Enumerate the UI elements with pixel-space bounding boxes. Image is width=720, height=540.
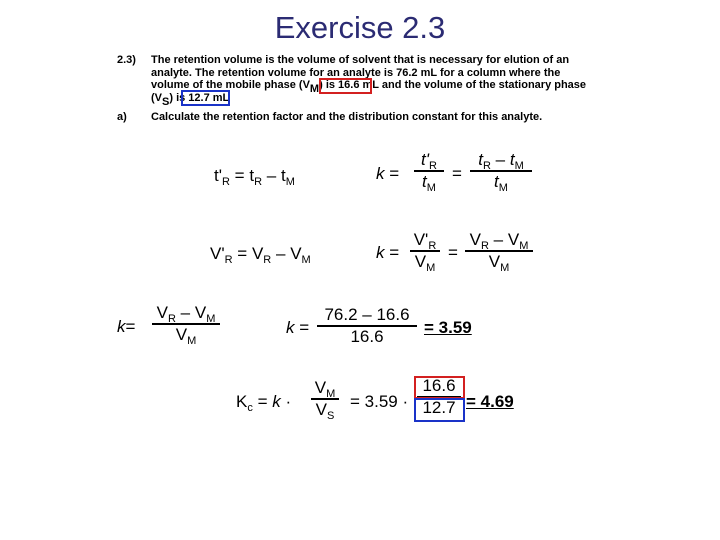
k-volume-eq-sign: = — [448, 243, 458, 262]
part-text: Calculate the retention factor and the distribution constant for this analyte. — [151, 111, 543, 123]
page-title: Exercise 2.3 — [274, 10, 446, 45]
kc-lhs: $K_c = k$ · — [236, 392, 292, 414]
k-volume-frac-2: $V_R - V_M$ $V_M$ — [465, 230, 533, 272]
part-label: a) — [117, 111, 127, 123]
vm-highlight-box — [319, 78, 372, 94]
problem-line-2: analyte. The retention volume for an analyte is 76.2 mL for a column where the — [151, 66, 561, 79]
k-volume-lhs: k = — [376, 243, 400, 262]
problem-number: 2.3) — [117, 54, 136, 66]
k-calc-lhs: k = — [286, 318, 310, 337]
k-formula-frac: $V_R - V_M$ $V_M$ — [152, 303, 220, 345]
k-time-eq-sign: = — [452, 164, 462, 183]
problem-line-4: $(V_S)$ is 12.7 mL — [151, 91, 230, 108]
k-volume-frac-1: $V'_R$ $V_M$ — [410, 230, 440, 272]
kc-volume-frac: $V_M$ $V_S$ — [311, 378, 339, 420]
vm-value-box — [414, 376, 465, 399]
vs-highlight-box — [181, 90, 230, 106]
vs-value: 12.7 mL — [188, 91, 230, 104]
k-calc-frac: 76.2 – 16.6 16.6 — [317, 305, 417, 347]
kc-result: = 4.69 — [466, 392, 514, 411]
kc-mid: = 3.59 · — [350, 392, 409, 411]
adjusted-retention-time-eq: $t'_R = t_R - t_M$ — [214, 166, 295, 188]
kc-value-frac: 16.6 12.7 — [417, 376, 461, 418]
k-time-lhs: k = — [376, 164, 400, 183]
vs-value-box — [414, 398, 465, 422]
problem-line-1: The retention volume is the volume of solvent that is necessary for elution of an — [151, 54, 570, 66]
problem-line-3: volume of the mobile phase $(V_M)$ is 16.6 mL and the volume of the stationary phase — [151, 79, 587, 95]
adjusted-retention-volume-eq: $V'_R = V_R - V_M$ — [210, 244, 311, 266]
k-time-frac-1: $t'_R$ $t_M$ — [414, 150, 444, 192]
k-time-frac-2: $t_R - t_M$ $t_M$ — [470, 150, 532, 192]
k-formula-lhs: k= — [117, 317, 136, 336]
k-result: = 3.59 — [424, 318, 472, 337]
vm-value: 16.6 mL — [338, 79, 379, 91]
